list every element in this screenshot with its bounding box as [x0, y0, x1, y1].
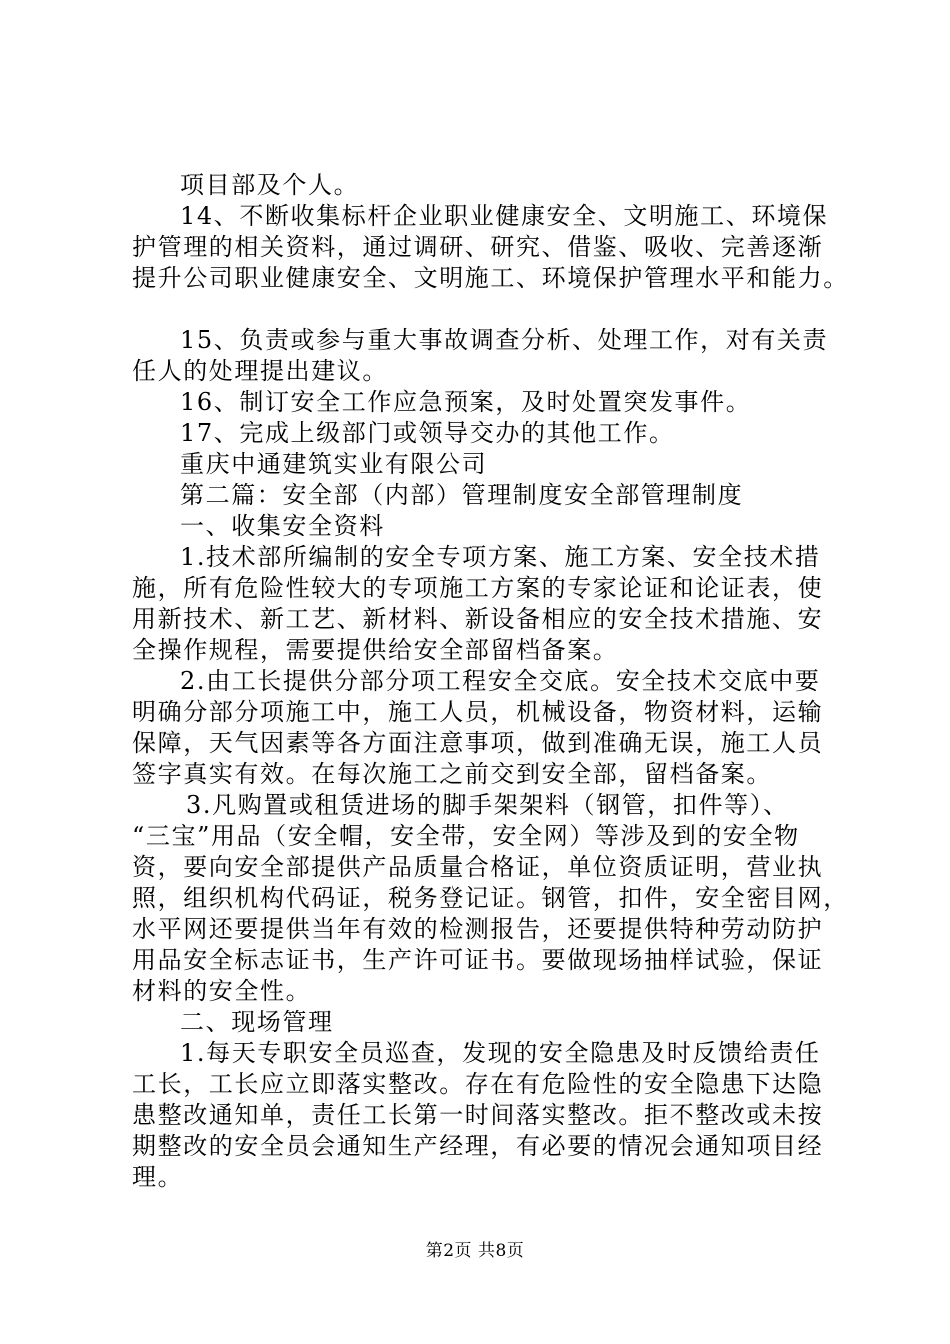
document-body	[132, 170, 849, 1193]
text-line: 资，要向安全部提供产品质量合格证，单位资质证明，营业执	[132, 853, 824, 881]
text-line: 16、制订安全工作应急预案，及时处置突发事件。	[180, 388, 752, 416]
company-name: 重庆中通建筑实业有限公司	[180, 450, 488, 478]
text-line: 项目部及个人。	[180, 171, 360, 199]
text-line: 护管理的相关资料，通过调研、研究、借鉴、吸收、完善逐渐	[132, 233, 824, 261]
text-line: 照，组织机构代码证，税务登记证。钢管，扣件，安全密目网，	[132, 884, 849, 912]
text-line: 3.凡购置或租赁进场的脚手架架料（钢管，扣件等）、	[186, 791, 789, 819]
text-line: 2.由工长提供分部分项工程安全交底。安全技术交底中要	[180, 667, 821, 695]
text-line: 任人的处理提出建议。	[132, 357, 388, 385]
text-line: 明确分部分项施工中，施工人员，机械设备，物资材料，运输	[132, 698, 824, 726]
text-line: 全操作规程，需要提供给安全部留档备案。	[132, 636, 619, 664]
text-line: 1.技术部所编制的安全专项方案、施工方案、安全技术措	[180, 543, 821, 571]
text-line: 保障，天气因素等各方面注意事项，做到准确无误，施工人员	[132, 729, 824, 757]
chapter-title: 第二篇：安全部（内部）管理制度安全部管理制度	[180, 481, 744, 509]
text-line: 1.每天专职安全员巡查，发现的安全隐患及时反馈给责任	[180, 1039, 821, 1067]
text-line: 期整改的安全员会通知生产经理，有必要的情况会通知项目经	[132, 1132, 824, 1160]
text-line: 17、完成上级部门或领导交办的其他工作。	[180, 419, 675, 447]
text-line: 患整改通知单，责任工长第一时间落实整改。拒不整改或未按	[132, 1101, 824, 1129]
text-line: 施，所有危险性较大的专项施工方案的专家论证和论证表，使	[132, 574, 824, 602]
text-line: 14、不断收集标杆企业职业健康安全、文明施工、环境保	[180, 202, 829, 230]
section-heading: 一、收集安全资料	[180, 512, 385, 540]
text-line: 提升公司职业健康安全、文明施工、环境保护管理水平和能力。	[132, 264, 849, 292]
text-line: 材料的安全性。	[132, 977, 312, 1005]
text-line: 工长，工长应立即落实整改。存在有危险性的安全隐患下达隐	[132, 1070, 824, 1098]
text-line: 签字真实有效。在每次施工之前交到安全部，留档备案。	[132, 760, 772, 788]
page-number-footer: 第2页 共8页	[425, 1241, 525, 1261]
text-line: 理。	[132, 1163, 184, 1191]
section-heading: 二、现场管理	[180, 1008, 334, 1036]
text-line: “三宝”用品（安全帽，安全带，安全网）等涉及到的安全物	[132, 822, 800, 850]
text-line: 用新技术、新工艺、新材料、新设备相应的安全技术措施、安	[132, 605, 824, 633]
text-line: 15、负责或参与重大事故调查分析、处理工作，对有关责	[180, 326, 829, 354]
text-line: 用品安全标志证书，生产许可证书。要做现场抽样试验，保证	[132, 946, 824, 974]
text-line: 水平网还要提供当年有效的检测报告，还要提供特种劳动防护	[132, 915, 824, 943]
